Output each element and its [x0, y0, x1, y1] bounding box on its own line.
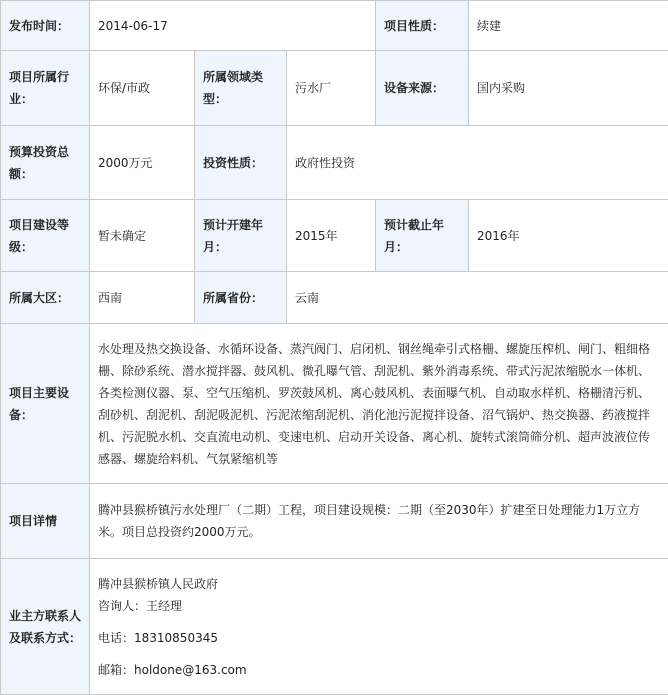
- planned-start-label: 预计开建年月：: [195, 200, 287, 272]
- budget-value: 2000万元: [90, 126, 195, 200]
- main-equipment-label: 项目主要设备：: [1, 324, 90, 484]
- province-value: 云南: [287, 272, 668, 324]
- row-industry: [1, 51, 668, 126]
- industry-label: 项目所属行业：: [1, 51, 90, 126]
- region-value: 西南: [90, 272, 195, 324]
- equipment-source-label: 设备来源：: [376, 51, 469, 126]
- row-details: [1, 484, 668, 559]
- domain-type-label: 所属领域类型：: [195, 51, 287, 126]
- region-label: 所属大区：: [1, 272, 90, 324]
- row-budget: [1, 126, 668, 200]
- planned-end-label: 预计截止年月：: [376, 200, 469, 272]
- industry-value: 环保/市政: [90, 51, 195, 126]
- project-nature-value: 续建: [469, 1, 668, 51]
- row-region: [1, 272, 668, 324]
- publish-time-value: 2014-06-17: [90, 1, 376, 51]
- planned-start-value: 2015年: [287, 200, 376, 272]
- domain-type-value: 污水厂: [287, 51, 376, 126]
- equipment-source-value: 国内采购: [469, 51, 668, 126]
- publish-time-label: 发布时间：: [1, 1, 90, 51]
- contact-block: [90, 559, 668, 695]
- details-value: 腾冲县猴桥镇污水处理厂（二期）工程，项目建设规模：二期（至2030年）扩建至日处理能力1万立方米。项目总投资约2000万元。: [90, 484, 668, 559]
- contact-label: 业主方联系人及联系方式：: [1, 559, 90, 695]
- budget-label: 预算投资总额：: [1, 126, 90, 200]
- contact-phone: 电话：18310850345: [98, 627, 660, 649]
- row-contact: [1, 559, 668, 695]
- project-nature-label: 项目性质：: [376, 1, 469, 51]
- row-level: [1, 200, 668, 272]
- contact-email[interactable]: 邮箱：holdone@163.com: [98, 659, 660, 681]
- investment-nature-value: 政府性投资: [287, 126, 668, 200]
- planned-end-value: 2016年: [469, 200, 668, 272]
- province-label: 所属省份：: [195, 272, 287, 324]
- construction-level-value: 暂未确定: [90, 200, 195, 272]
- row-equipment: [1, 324, 668, 484]
- construction-level-label: 项目建设等级：: [1, 200, 90, 272]
- contact-inquirer: 咨询人：王经理: [98, 595, 660, 617]
- details-label: 项目详情: [1, 484, 90, 559]
- row-publish: [1, 1, 668, 51]
- contact-owner: 腾冲县猴桥镇人民政府: [98, 573, 660, 595]
- main-equipment-value: 水处理及热交换设备、水循环设备、蒸汽阀门、启闭机、钢丝绳牵引式格栅、螺旋压榨机、闸门、粗细格栅、除砂系统、潜水搅拌器、鼓风机、微孔曝气管、刮泥机、紫外消毒系统、带式污泥浓缩脱水一体机、各类检测仪器、泵、空气压缩机、罗茨鼓风机、离心鼓风机、表面曝气机、自动取水样机、格栅清污机、刮砂机、刮泥机、刮泥吸泥机、污泥浓缩刮泥机、消化池污泥搅拌设备、沼气锅炉、热交换器、药液搅拌机、污泥脱水机、交直流电动机、变速电机、启动开关设备、离心机、旋转式滚筒筛分机、超声波液位传感器、螺旋给料机、气氛紧缩机等: [90, 324, 668, 484]
- investment-nature-label: 投资性质：: [195, 126, 287, 200]
